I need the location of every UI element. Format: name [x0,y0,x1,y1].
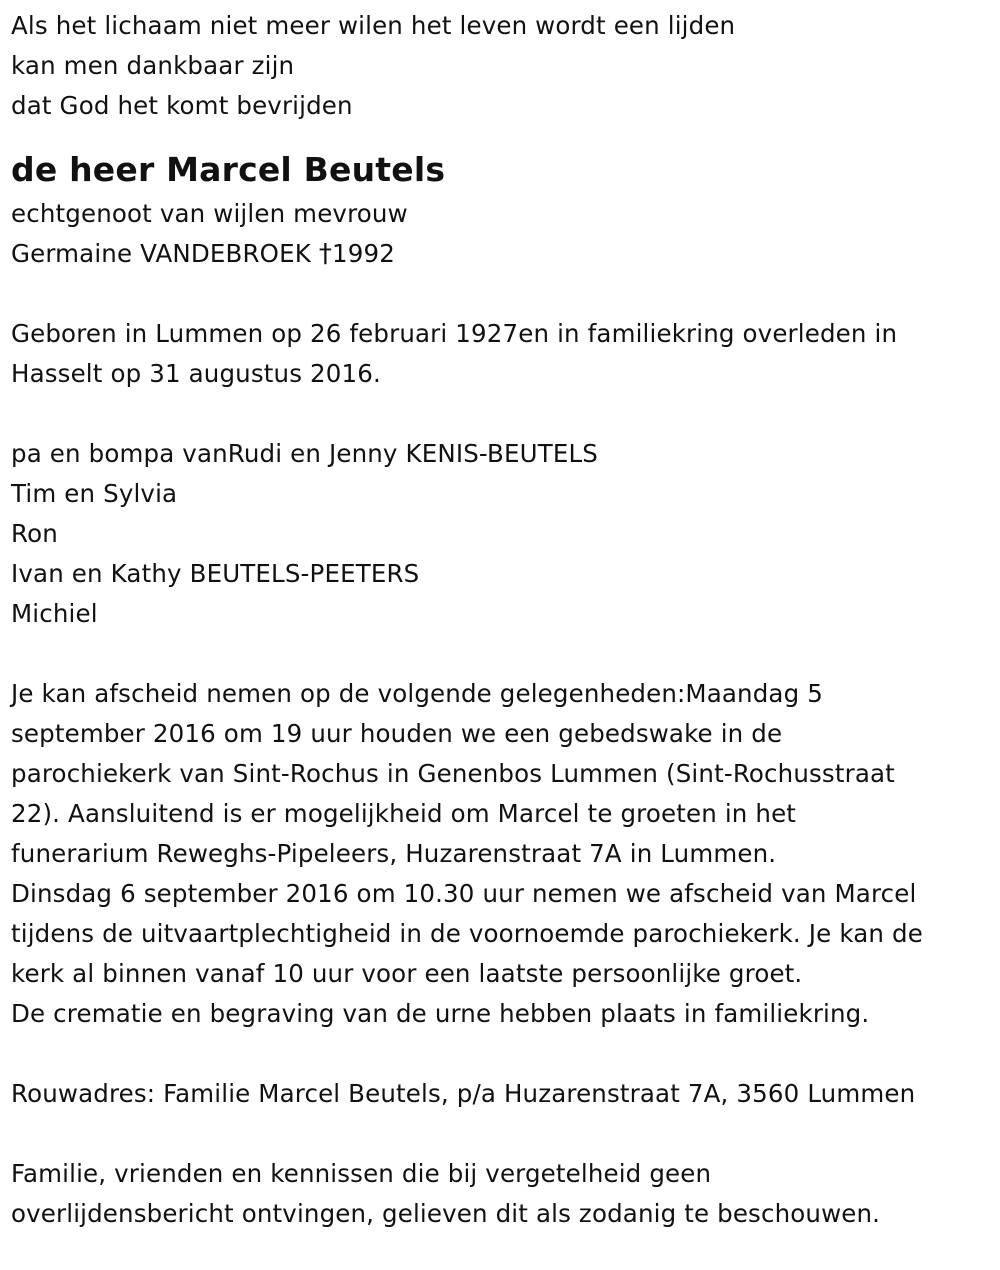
paragraph-line: tijdens de uitvaartplechtigheid in de voornoemde parochiekerk. Je kan de [11,919,923,948]
mourning-address: Rouwadres: Familie Marcel Beutels, p/a Huzarenstraat 7A, 3560 Lummen [11,1079,916,1108]
family-line: Tim en Sylvia [11,479,178,508]
poem-line: dat God het komt bevrijden [11,91,353,120]
paragraph-line: september 2016 om 19 uur houden we een gebedswake in de [11,719,783,748]
family-line: Ron [11,519,58,548]
paragraph-line: kerk al binnen vanaf 10 uur voor een laatste persoonlijke groet. [11,959,803,988]
family-line: Ivan en Kathy BEUTELS-PEETERS [11,559,420,588]
paragraph-line: Hasselt op 31 augustus 2016. [11,359,381,388]
family-line: pa en bompa vanRudi en Jenny KENIS-BEUTELS [11,439,598,468]
paragraph-line: funerarium Reweghs-Pipeleers, Huzarenstraat 7A in Lummen. [11,839,777,868]
paragraph-line: 22). Aansluitend is er mogelijkheid om Marcel te groeten in het [11,799,797,828]
family-line: Michiel [11,599,98,628]
deceased-name: de heer Marcel Beutels [11,150,446,189]
poem-line: Als het lichaam niet meer wilen het leven wordt een lijden [11,11,736,40]
poem-line: kan men dankbaar zijn [11,51,295,80]
spouse-death-year: 1992 [332,239,395,268]
spouse-info [11,194,1000,274]
paragraph-line: Dinsdag 6 september 2016 om 10.30 uur nemen we afscheid van Marcel [11,879,917,908]
spouse-name: Germaine VANDEBROEK [11,239,319,268]
spouse-name-line [11,234,1000,274]
paragraph-line: Geboren in Lummen op 26 februari 1927en in familiekring overleden in [11,319,898,348]
poem [11,6,1000,126]
paragraph-line: overlijdensbericht ontvingen, gelieven dit als zodanig te beschouwen. [11,1199,881,1228]
paragraph-line: De crematie en begraving van de urne hebben plaats in familiekring. [11,999,870,1028]
spouse-line: echtgenoot van wijlen mevrouw [11,199,408,228]
paragraph-line: Je kan afscheid nemen op de volgende gelegenheden:Maandag 5 [11,679,823,708]
paragraph-line: Familie, vrienden en kennissen die bij vergetelheid geen [11,1159,712,1188]
ceremony-paragraph [11,674,1000,1034]
birth-death-paragraph [11,314,1000,394]
cross-icon: † [318,239,333,269]
paragraph-line: parochiekerk van Sint-Rochus in Genenbos Lummen (Sint-Rochusstraat [11,759,895,788]
family-list [11,434,1000,634]
closing-paragraph [11,1154,1000,1234]
